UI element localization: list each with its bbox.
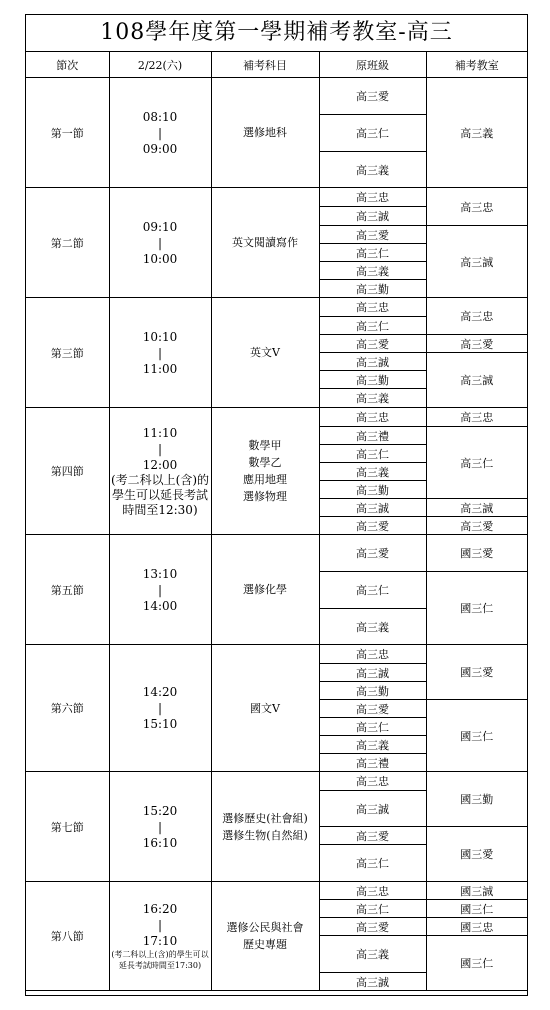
page-title: 108學年度第一學期補考教室-高三	[26, 15, 527, 52]
table-row	[26, 535, 527, 572]
start-time: 16:20	[142, 902, 178, 916]
original-class-cell: 高三愛	[319, 226, 426, 244]
exam-room-cell: 高三忠	[426, 188, 527, 226]
original-class-cell: 高三仁	[319, 317, 426, 335]
header-room: 補考教室	[426, 52, 527, 78]
subject-name: 英文V	[250, 346, 280, 359]
original-class-cell: 高三誠	[319, 973, 426, 991]
end-time: 15:10	[142, 717, 178, 731]
exam-room-cell: 國三愛	[426, 645, 527, 700]
time-separator: |	[157, 701, 163, 715]
original-class-cell: 高三仁	[319, 718, 426, 736]
time-separator: |	[157, 582, 163, 597]
table-row	[26, 772, 527, 791]
exam-room-cell: 高三忠	[426, 408, 527, 427]
original-class-cell: 高三義	[319, 463, 426, 481]
time-separator: |	[157, 441, 163, 456]
time-cell	[109, 188, 211, 298]
original-class-cell: 高三誠	[319, 353, 426, 371]
header-subject: 補考科目	[211, 52, 319, 78]
original-class-cell: 高三義	[319, 736, 426, 754]
extension-note: (考二科以上(含)的學生可以延長考試時間至12:30)	[110, 472, 210, 517]
subject-cell	[211, 188, 319, 298]
time-cell	[109, 298, 211, 408]
header-period: 節次	[26, 52, 109, 78]
schedule-body	[26, 78, 527, 991]
exam-room-cell: 國三仁	[426, 700, 527, 772]
subject-name: 應用地理	[243, 473, 287, 486]
period-cell: 第八節	[26, 882, 109, 991]
original-class-cell: 高三愛	[319, 918, 426, 936]
original-class-cell: 高三義	[319, 389, 426, 408]
exam-room-cell: 國三仁	[426, 572, 527, 645]
original-class-cell: 高三義	[319, 262, 426, 280]
exam-room-cell: 國三忠	[426, 918, 527, 936]
exam-room-cell: 國三仁	[426, 900, 527, 918]
time-separator: |	[157, 235, 163, 250]
original-class-cell: 高三勤	[319, 280, 426, 298]
subject-cell	[211, 882, 319, 991]
exam-room-cell: 國三誠	[426, 882, 527, 900]
time-cell	[109, 535, 211, 645]
exam-room-cell: 高三仁	[426, 427, 527, 499]
subject-name: 國文V	[250, 701, 280, 715]
time-separator: |	[157, 125, 163, 140]
subject-cell	[211, 408, 319, 535]
original-class-cell: 高三忠	[319, 645, 426, 664]
period-cell: 第一節	[26, 78, 109, 188]
start-time: 11:10	[142, 425, 178, 440]
table-row	[26, 645, 527, 664]
time-separator: |	[157, 819, 163, 834]
original-class-cell: 高三愛	[319, 700, 426, 718]
subject-cell	[211, 772, 319, 882]
subject-name: 歷史專題	[243, 938, 287, 951]
exam-room-cell: 國三勤	[426, 772, 527, 827]
table-row	[26, 188, 527, 207]
start-time: 13:10	[142, 566, 178, 581]
exam-room-cell: 高三誠	[426, 226, 527, 298]
original-class-cell: 高三愛	[319, 535, 426, 572]
original-class-cell: 高三義	[319, 609, 426, 645]
end-time: 09:00	[142, 141, 178, 156]
period-cell: 第五節	[26, 535, 109, 645]
subject-cell	[211, 298, 319, 408]
time-cell	[109, 78, 211, 188]
original-class-cell: 高三勤	[319, 371, 426, 389]
original-class-cell: 高三仁	[319, 115, 426, 152]
time-separator: |	[157, 345, 163, 360]
subject-name: 選修生物(自然組)	[222, 828, 308, 842]
original-class-cell: 高三仁	[319, 445, 426, 463]
original-class-cell: 高三仁	[319, 845, 426, 882]
subject-cell	[211, 78, 319, 188]
period-cell: 第四節	[26, 408, 109, 535]
original-class-cell: 高三禮	[319, 427, 426, 445]
start-time: 08:10	[142, 109, 178, 124]
original-class-cell: 高三忠	[319, 882, 426, 900]
subject-name: 數學乙	[248, 456, 282, 469]
header-row	[26, 52, 527, 78]
time-separator: |	[157, 918, 163, 932]
period-cell: 第二節	[26, 188, 109, 298]
exam-room-cell: 國三仁	[426, 936, 527, 991]
exam-room-cell: 高三忠	[426, 298, 527, 335]
original-class-cell: 高三禮	[319, 754, 426, 772]
subject-name: 數學甲	[248, 439, 282, 452]
start-time: 09:10	[142, 219, 178, 234]
header-class: 原班級	[319, 52, 426, 78]
original-class-cell: 高三誠	[319, 207, 426, 226]
end-time: 17:10	[142, 934, 178, 948]
end-time: 10:00	[142, 251, 178, 266]
original-class-cell: 高三勤	[319, 481, 426, 499]
exam-room-cell: 高三誠	[426, 353, 527, 408]
start-time: 10:10	[142, 329, 178, 344]
table-row	[26, 78, 527, 115]
header-date: 2/22(六)	[109, 52, 211, 78]
exam-room-cell: 國三愛	[426, 535, 527, 572]
time-cell	[109, 882, 211, 991]
original-class-cell: 高三勤	[319, 682, 426, 700]
time-cell	[109, 645, 211, 772]
subject-cell	[211, 645, 319, 772]
original-class-cell: 高三忠	[319, 408, 426, 427]
subject-cell	[211, 535, 319, 645]
extension-note: (考二科以上(含)的學生可以延長考試時間至17:30)	[111, 950, 209, 970]
time-cell	[109, 408, 211, 535]
original-class-cell: 高三愛	[319, 78, 426, 115]
original-class-cell: 高三義	[319, 936, 426, 973]
table-row	[26, 882, 527, 900]
time-cell	[109, 772, 211, 882]
original-class-cell: 高三誠	[319, 664, 426, 682]
exam-room-cell: 高三愛	[426, 517, 527, 535]
original-class-cell: 高三愛	[319, 827, 426, 845]
end-time: 11:00	[142, 361, 178, 376]
original-class-cell: 高三忠	[319, 772, 426, 791]
original-class-cell: 高三愛	[319, 335, 426, 353]
original-class-cell: 高三誠	[319, 499, 426, 517]
exam-room-cell: 高三義	[426, 78, 527, 188]
original-class-cell: 高三義	[319, 152, 426, 188]
subject-name: 選修地科	[243, 126, 287, 139]
exam-room-cell: 國三愛	[426, 827, 527, 882]
period-cell: 第三節	[26, 298, 109, 408]
subject-name: 英文閱讀寫作	[232, 236, 298, 249]
table-row	[26, 408, 527, 427]
schedule-table	[26, 52, 527, 991]
original-class-cell: 高三仁	[319, 572, 426, 609]
end-time: 16:10	[142, 835, 178, 850]
original-class-cell: 高三愛	[319, 517, 426, 535]
start-time: 15:20	[142, 803, 178, 818]
exam-room-cell: 高三誠	[426, 499, 527, 517]
exam-schedule-sheet	[25, 14, 528, 996]
subject-name: 選修物理	[243, 490, 287, 503]
table-row	[26, 298, 527, 317]
exam-room-cell: 高三愛	[426, 335, 527, 353]
original-class-cell: 高三誠	[319, 791, 426, 827]
end-time: 14:00	[142, 598, 178, 613]
period-cell: 第六節	[26, 645, 109, 772]
period-cell: 第七節	[26, 772, 109, 882]
subject-name: 選修歷史(社會組)	[222, 811, 308, 825]
subject-name: 選修化學	[243, 583, 287, 596]
original-class-cell: 高三忠	[319, 188, 426, 207]
original-class-cell: 高三仁	[319, 900, 426, 918]
original-class-cell: 高三仁	[319, 244, 426, 262]
start-time: 14:20	[142, 685, 178, 699]
subject-name: 選修公民與社會	[226, 921, 304, 934]
end-time: 12:00	[142, 457, 178, 472]
original-class-cell: 高三忠	[319, 298, 426, 317]
